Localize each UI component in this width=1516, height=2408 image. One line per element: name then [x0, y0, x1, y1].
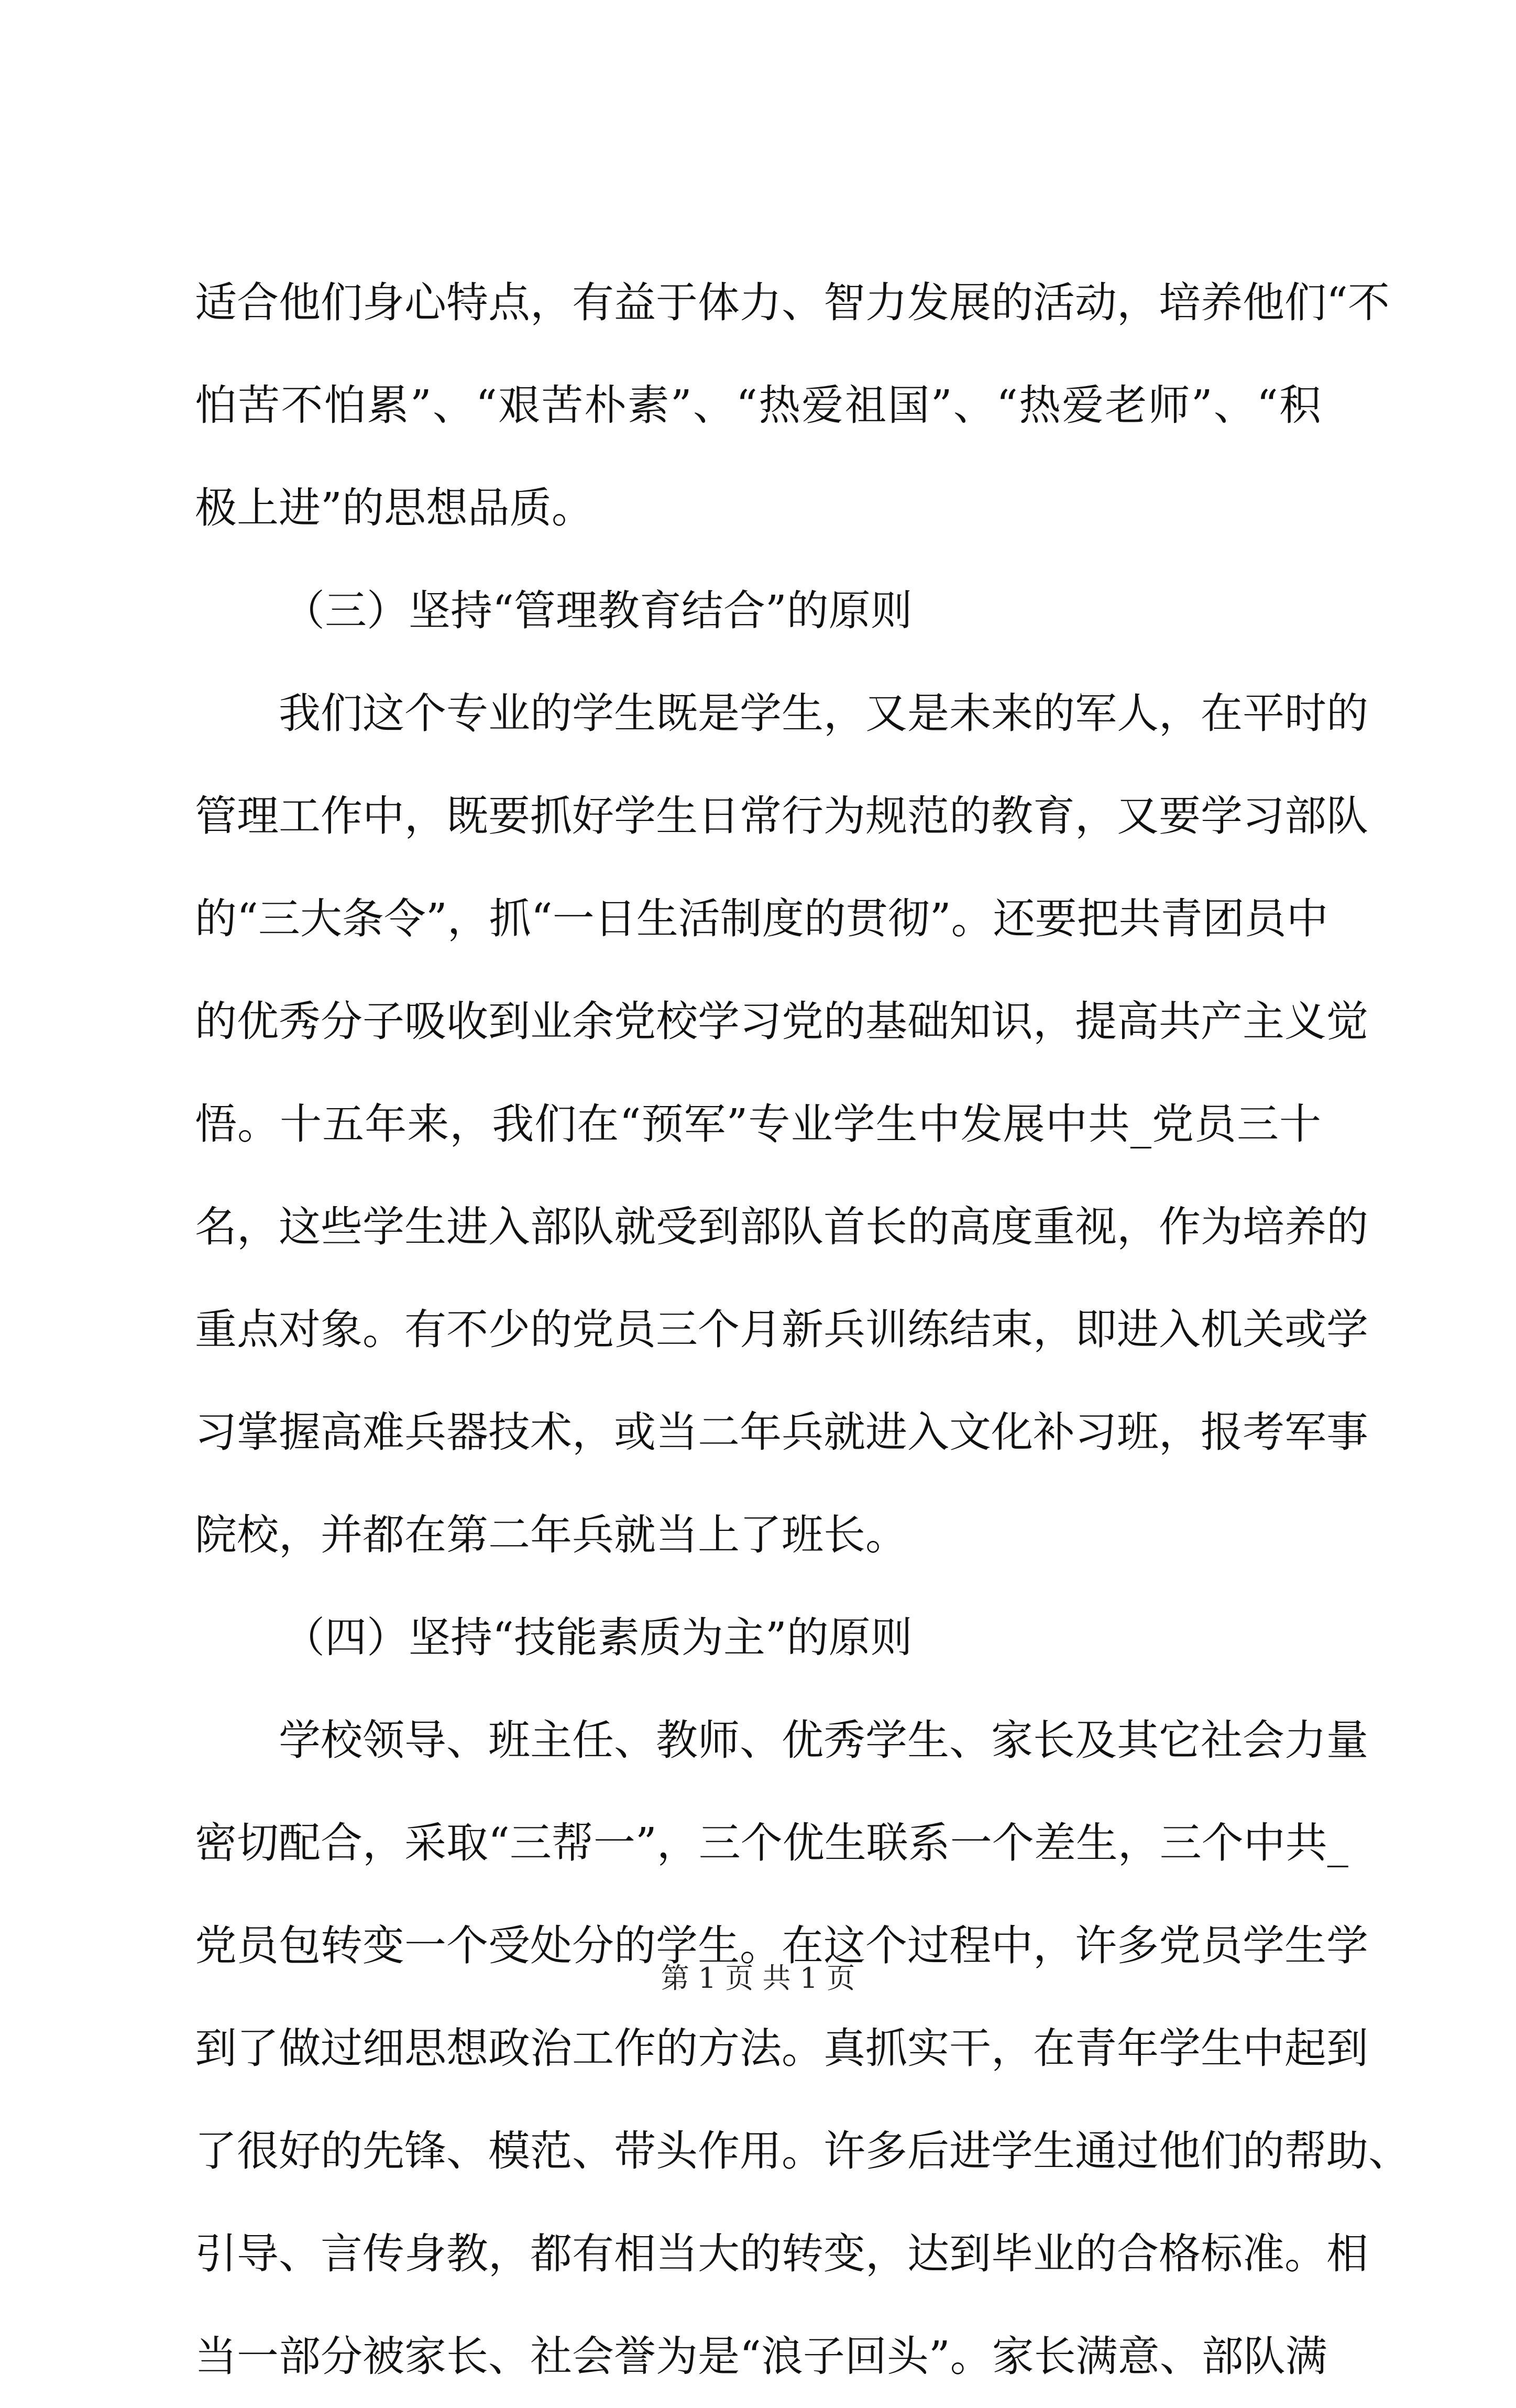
section-heading: （三）坚持“管理教育结合”的原则 [283, 586, 913, 635]
page-number-footer: 第 1 页 共 1 页 [661, 1962, 855, 1995]
body-text-line: 当一部分被家长、社会誉为是“浪子回头”。家长满意、部队满 [195, 2332, 1327, 2381]
body-text-line: 怕苦不怕累”、“艰苦朴素”、“热爱祖国”、“热爱老师”、“积 [195, 381, 1321, 430]
section-heading: （四）坚持“技能素质为主”的原则 [283, 1613, 913, 1662]
body-text-line: 极上进”的思想品质。 [195, 484, 594, 532]
body-text-line: 密切配合，采取“三帮一”，三个优生联系一个差生，三个中共_ [195, 1819, 1348, 1867]
body-text-line: 我们这个专业的学生既是学生，又是未来的军人，在平时的 [279, 689, 1368, 738]
body-text-line: 悟。十五年来，我们在“预军”专业学生中发展中共_党员三十 [195, 1100, 1321, 1148]
body-text-line: 适合他们身心特点，有益于体力、智力发展的活动，培养他们“不 [195, 278, 1390, 327]
body-text-line: 到了做过细思想政治工作的方法。真抓实干，在青年学生中起到 [195, 2024, 1368, 2073]
body-text-line: 的“三大条令”，抓“一日生活制度的贯彻”。还要把共青团员中 [195, 894, 1328, 943]
body-text-line: 习掌握高难兵器技术，或当二年兵就进入文化补习班，报考军事 [195, 1408, 1368, 1457]
body-text-line: 学校领导、班主任、教师、优秀学生、家长及其它社会力量 [279, 1716, 1368, 1765]
body-text-line: 名，这些学生进入部队就受到部队首长的高度重视，作为培养的 [195, 1202, 1368, 1251]
body-text-line: 院校，并都在第二年兵就当上了班长。 [195, 1511, 907, 1559]
body-text-line: 的优秀分子吸收到业余党校学习党的基础知识，提高共产主义觉 [195, 997, 1368, 1046]
body-text-line: 管理工作中，既要抓好学生日常行为规范的教育，又要学习部队 [195, 792, 1368, 840]
document-body [195, 251, 1410, 2408]
body-text-line: 了很好的先锋、模范、带头作用。许多后进学生通过他们的帮助、 [195, 2127, 1410, 2175]
body-text-line: 重点对象。有不少的党员三个月新兵训练结束，即进入机关或学 [195, 1305, 1368, 1354]
body-text-line: 党员包转变一个受处分的学生。在这个过程中，许多党员学生学 [195, 1921, 1368, 1970]
body-text-line: 引导、言传身教，都有相当大的转变，达到毕业的合格标准。相 [195, 2229, 1368, 2278]
